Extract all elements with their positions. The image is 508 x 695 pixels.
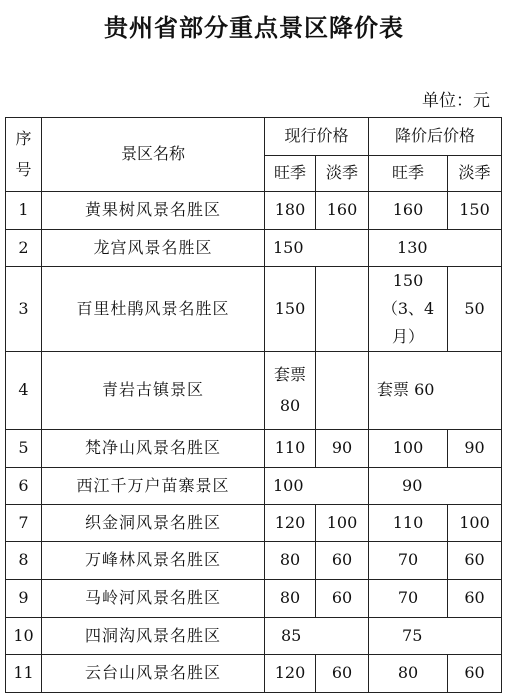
table-row: [6, 468, 502, 505]
reduced-off-price: 60: [448, 655, 502, 693]
header-current-price: 现行价格: [265, 118, 369, 156]
reduced-peak-price: 150（3、4月）: [369, 267, 448, 352]
scenic-name: 四洞沟风景名胜区: [42, 618, 265, 655]
row-number: 6: [6, 468, 42, 505]
current-off-price: 60: [316, 580, 369, 618]
row-number: 5: [6, 430, 42, 468]
table-row: [6, 267, 502, 352]
scenic-name: 黄果树风景名胜区: [42, 192, 265, 230]
current-off-price: 60: [316, 655, 369, 693]
reduced-off-price: 60: [448, 542, 502, 580]
reduced-off-price: 150: [448, 192, 502, 230]
reduced-peak-price: 130: [369, 230, 502, 267]
row-number: 7: [6, 505, 42, 542]
reduced-off-price: 100: [448, 505, 502, 542]
reduced-off-price: 90: [448, 430, 502, 468]
scenic-name: 梵净山风景名胜区: [42, 430, 265, 468]
table-row: [6, 618, 502, 655]
current-peak-price: 80: [265, 542, 316, 580]
scenic-name: 龙宫风景名胜区: [42, 230, 265, 267]
scenic-name: 云台山风景名胜区: [42, 655, 265, 693]
table-row: [6, 352, 502, 430]
scenic-name: 青岩古镇景区: [42, 352, 265, 430]
row-number: 10: [6, 618, 42, 655]
current-peak-price: 180: [265, 192, 316, 230]
scenic-name: 万峰林风景名胜区: [42, 542, 265, 580]
current-off-price: [316, 352, 369, 430]
header-seq-line2: 号: [15, 159, 32, 179]
reduced-peak-price: 70: [369, 580, 448, 618]
current-off-price: 90: [316, 430, 369, 468]
table-row: [6, 430, 502, 468]
current-off-price: [316, 267, 369, 352]
scenic-name: 织金洞风景名胜区: [42, 505, 265, 542]
current-peak-price: 110: [265, 430, 316, 468]
row-number: 4: [6, 352, 42, 430]
page-title: 贵州省部分重点景区降价表: [104, 13, 404, 42]
current-off-price: 160: [316, 192, 369, 230]
row-number: 3: [6, 267, 42, 352]
header-current-off: 淡季: [316, 156, 369, 192]
current-peak-price: 150: [265, 267, 316, 352]
reduced-peak-price: 75: [369, 618, 502, 655]
table-row: [6, 192, 502, 230]
header-reduced-peak: 旺季: [369, 156, 448, 192]
table-row: [6, 655, 502, 693]
reduced-peak-price: 100: [369, 430, 448, 468]
row-number: 8: [6, 542, 42, 580]
header-seq-line1: 序: [15, 129, 32, 149]
current-peak-price: 150: [265, 230, 369, 267]
current-peak-price: 套票80: [265, 352, 316, 430]
header-reduced-price: 降价后价格: [369, 118, 502, 156]
reduced-peak-price: 90: [369, 468, 502, 505]
table-row: [6, 230, 502, 267]
reduced-peak-price: 70: [369, 542, 448, 580]
current-peak-price: 120: [265, 655, 316, 693]
price-table: [5, 117, 502, 693]
table-row: [6, 505, 502, 542]
reduced-peak-price: 80: [369, 655, 448, 693]
current-peak-price: 120: [265, 505, 316, 542]
reduced-off-price: 50: [448, 267, 502, 352]
table-row: [6, 542, 502, 580]
header-name: 景区名称: [42, 118, 265, 192]
row-number: 2: [6, 230, 42, 267]
reduced-peak-price: 160: [369, 192, 448, 230]
current-peak-price: 100: [265, 468, 369, 505]
scenic-name: 马岭河风景名胜区: [42, 580, 265, 618]
row-number: 1: [6, 192, 42, 230]
scenic-name: 西江千万户苗寨景区: [42, 468, 265, 505]
row-number: 11: [6, 655, 42, 693]
reduced-peak-price: 110: [369, 505, 448, 542]
current-off-price: 60: [316, 542, 369, 580]
header-reduced-off: 淡季: [448, 156, 502, 192]
unit-label: 单位：元: [422, 91, 490, 111]
row-number: 9: [6, 580, 42, 618]
header-seq: [6, 118, 42, 192]
scenic-name: 百里杜鹃风景名胜区: [42, 267, 265, 352]
reduced-peak-price: 套票 60: [369, 352, 502, 430]
table-row: [6, 580, 502, 618]
reduced-off-price: 60: [448, 580, 502, 618]
current-peak-price: 85: [265, 618, 369, 655]
current-peak-price: 80: [265, 580, 316, 618]
current-off-price: 100: [316, 505, 369, 542]
header-current-peak: 旺季: [265, 156, 316, 192]
